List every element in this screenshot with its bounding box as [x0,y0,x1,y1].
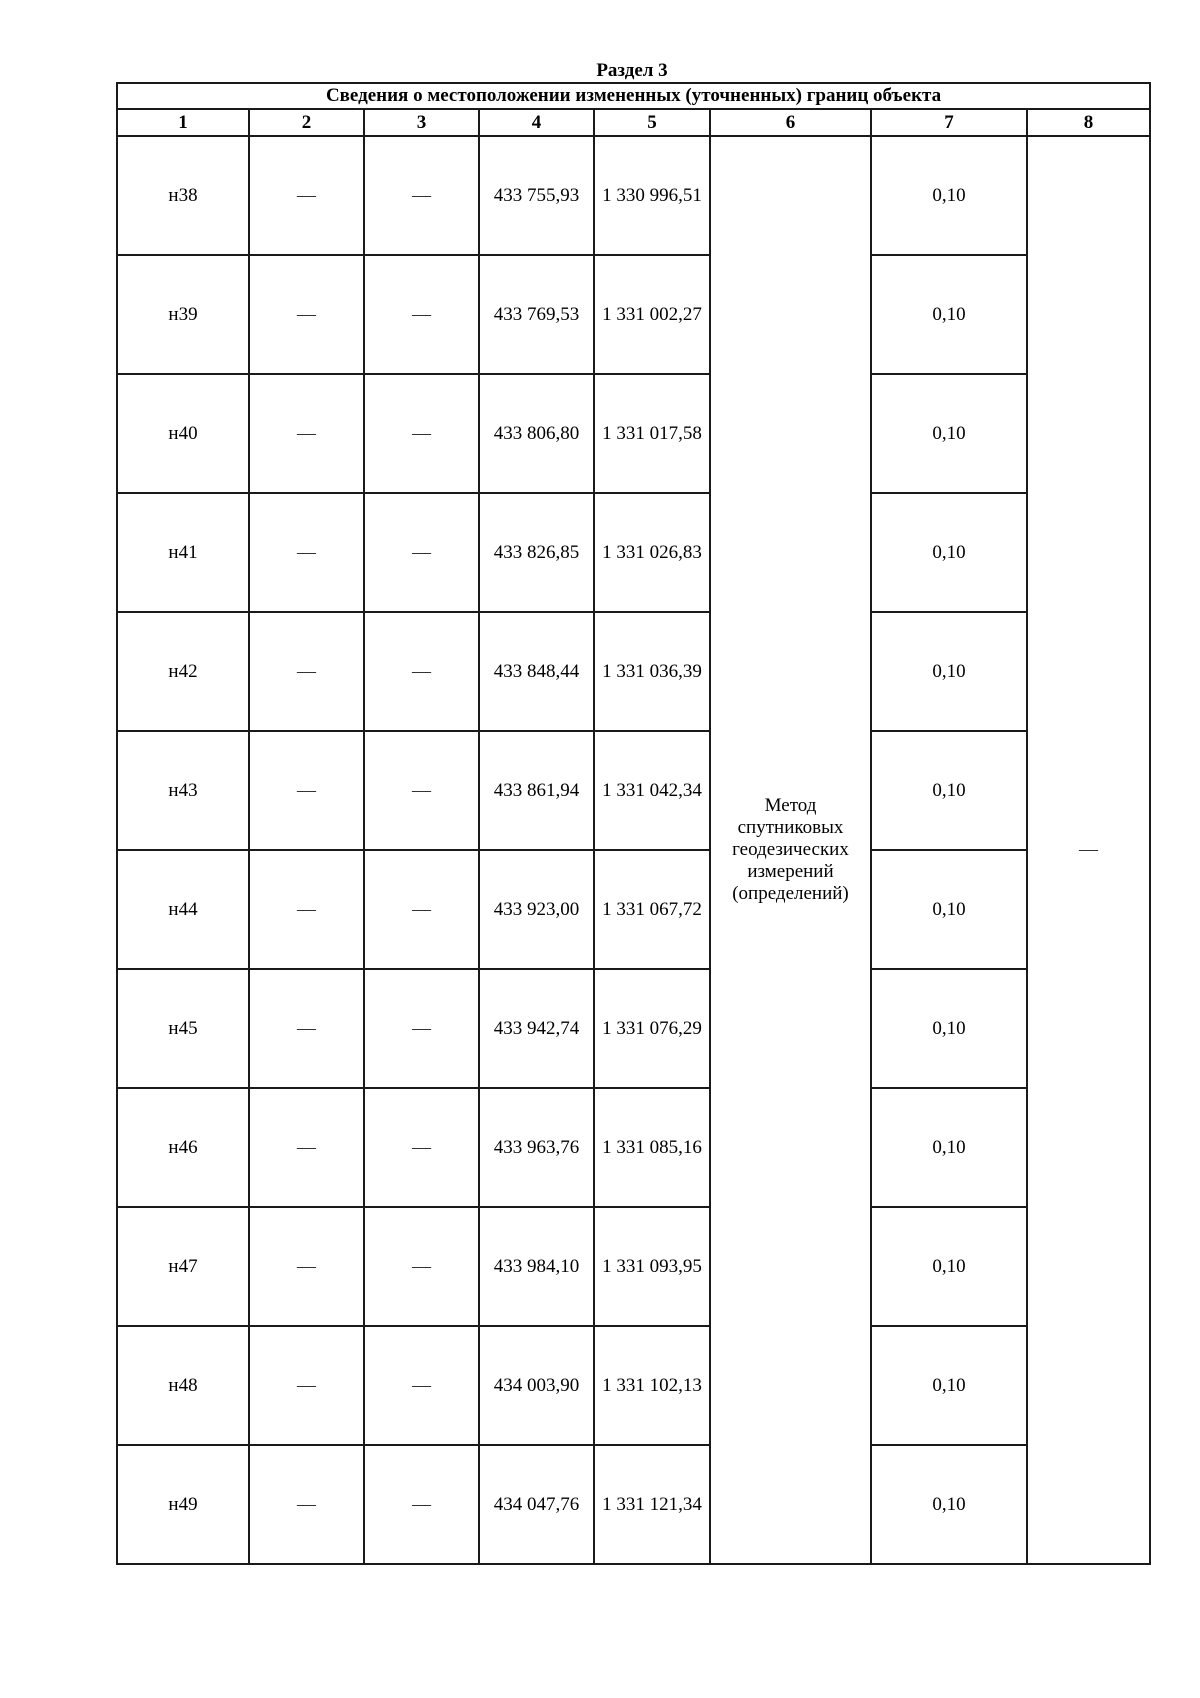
column2-cell: — [249,850,364,969]
accuracy-cell: 0,10 [871,1088,1027,1207]
method-text-line: спутниковых [737,817,844,838]
point-name-cell: н49 [117,1445,249,1564]
table-caption: Сведения о местоположении измененных (уточненных) границ объекта [117,83,1150,109]
table-row [117,969,1150,1088]
point-name-cell: н38 [117,136,249,255]
table-row [117,1088,1150,1207]
column-number-1: 1 [117,109,249,136]
coordinate-x-cell: 433 769,53 [479,255,594,374]
accuracy-cell: 0,10 [871,255,1027,374]
coordinate-x-cell: 433 942,74 [479,969,594,1088]
point-name-cell: н43 [117,731,249,850]
table-row [117,612,1150,731]
column2-cell: — [249,255,364,374]
coordinate-x-cell: 433 861,94 [479,731,594,850]
column2-cell: — [249,1326,364,1445]
point-name-cell: н41 [117,493,249,612]
column3-cell: — [364,1088,479,1207]
point-name-cell: н47 [117,1207,249,1326]
section-title: Раздел 3 [596,60,668,81]
column2-cell: — [249,1207,364,1326]
column2-cell: — [249,1088,364,1207]
coordinate-y-cell: 1 331 002,27 [594,255,710,374]
column3-cell: — [364,493,479,612]
column2-cell: — [249,374,364,493]
column-number-5: 5 [594,109,710,136]
accuracy-cell: 0,10 [871,612,1027,731]
accuracy-cell: 0,10 [871,969,1027,1088]
coordinate-y-cell: 1 331 093,95 [594,1207,710,1326]
coordinate-y-cell: 1 331 076,29 [594,969,710,1088]
column3-cell: — [364,374,479,493]
column3-cell: — [364,136,479,255]
column-number-7: 7 [871,109,1027,136]
coordinate-y-cell: 1 331 036,39 [594,612,710,731]
column3-cell: — [364,850,479,969]
column2-cell: — [249,969,364,1088]
coordinate-x-cell: 433 826,85 [479,493,594,612]
table-row [117,136,1150,255]
coordinate-y-cell: 1 331 085,16 [594,1088,710,1207]
coordinate-y-cell: 1 331 026,83 [594,493,710,612]
column-number-3: 3 [364,109,479,136]
coordinate-x-cell: 433 806,80 [479,374,594,493]
accuracy-cell: 0,10 [871,850,1027,969]
point-name-cell: н44 [117,850,249,969]
accuracy-cell: 0,10 [871,1326,1027,1445]
column3-cell: — [364,255,479,374]
coordinate-x-cell: 434 003,90 [479,1326,594,1445]
coordinate-x-cell: 433 984,10 [479,1207,594,1326]
method-text-line: геодезических [732,839,849,860]
column8-cell: — [1027,136,1150,1564]
accuracy-cell: 0,10 [871,136,1027,255]
point-name-cell: н45 [117,969,249,1088]
coordinate-y-cell: 1 331 102,13 [594,1326,710,1445]
table-row [117,850,1150,969]
column3-cell: — [364,969,479,1088]
table-row [117,1326,1150,1445]
column-number-8: 8 [1027,109,1150,136]
coordinate-x-cell: 433 923,00 [479,850,594,969]
point-name-cell: н40 [117,374,249,493]
coordinate-y-cell: 1 331 017,58 [594,374,710,493]
method-cell [710,136,871,1564]
coordinate-x-cell: 433 848,44 [479,612,594,731]
table-row [117,1445,1150,1564]
column2-cell: — [249,493,364,612]
method-text-line: (определений) [732,883,849,904]
method-text-line: измерений [747,861,834,882]
table-row [117,731,1150,850]
column-number-4: 4 [479,109,594,136]
coordinate-x-cell: 434 047,76 [479,1445,594,1564]
method-text-line: Метод [764,795,817,816]
column3-cell: — [364,1207,479,1326]
point-name-cell: н48 [117,1326,249,1445]
accuracy-cell: 0,10 [871,731,1027,850]
table-row [117,493,1150,612]
coordinate-y-cell: 1 331 121,34 [594,1445,710,1564]
accuracy-cell: 0,10 [871,374,1027,493]
point-name-cell: н42 [117,612,249,731]
column2-cell: — [249,612,364,731]
coordinate-y-cell: 1 331 042,34 [594,731,710,850]
table-row [117,374,1150,493]
column2-cell: — [249,136,364,255]
point-name-cell: н46 [117,1088,249,1207]
accuracy-cell: 0,10 [871,1207,1027,1326]
column3-cell: — [364,731,479,850]
point-name-cell: н39 [117,255,249,374]
table-row [117,1207,1150,1326]
coordinate-y-cell: 1 330 996,51 [594,136,710,255]
coordinate-x-cell: 433 755,93 [479,136,594,255]
column2-cell: — [249,1445,364,1564]
column3-cell: — [364,1445,479,1564]
column2-cell: — [249,731,364,850]
column-number-2: 2 [249,109,364,136]
column-number-6: 6 [710,109,871,136]
accuracy-cell: 0,10 [871,1445,1027,1564]
boundary-points-table [116,82,1151,1565]
accuracy-cell: 0,10 [871,493,1027,612]
column3-cell: — [364,612,479,731]
coordinate-x-cell: 433 963,76 [479,1088,594,1207]
table-row [117,255,1150,374]
column3-cell: — [364,1326,479,1445]
coordinate-y-cell: 1 331 067,72 [594,850,710,969]
